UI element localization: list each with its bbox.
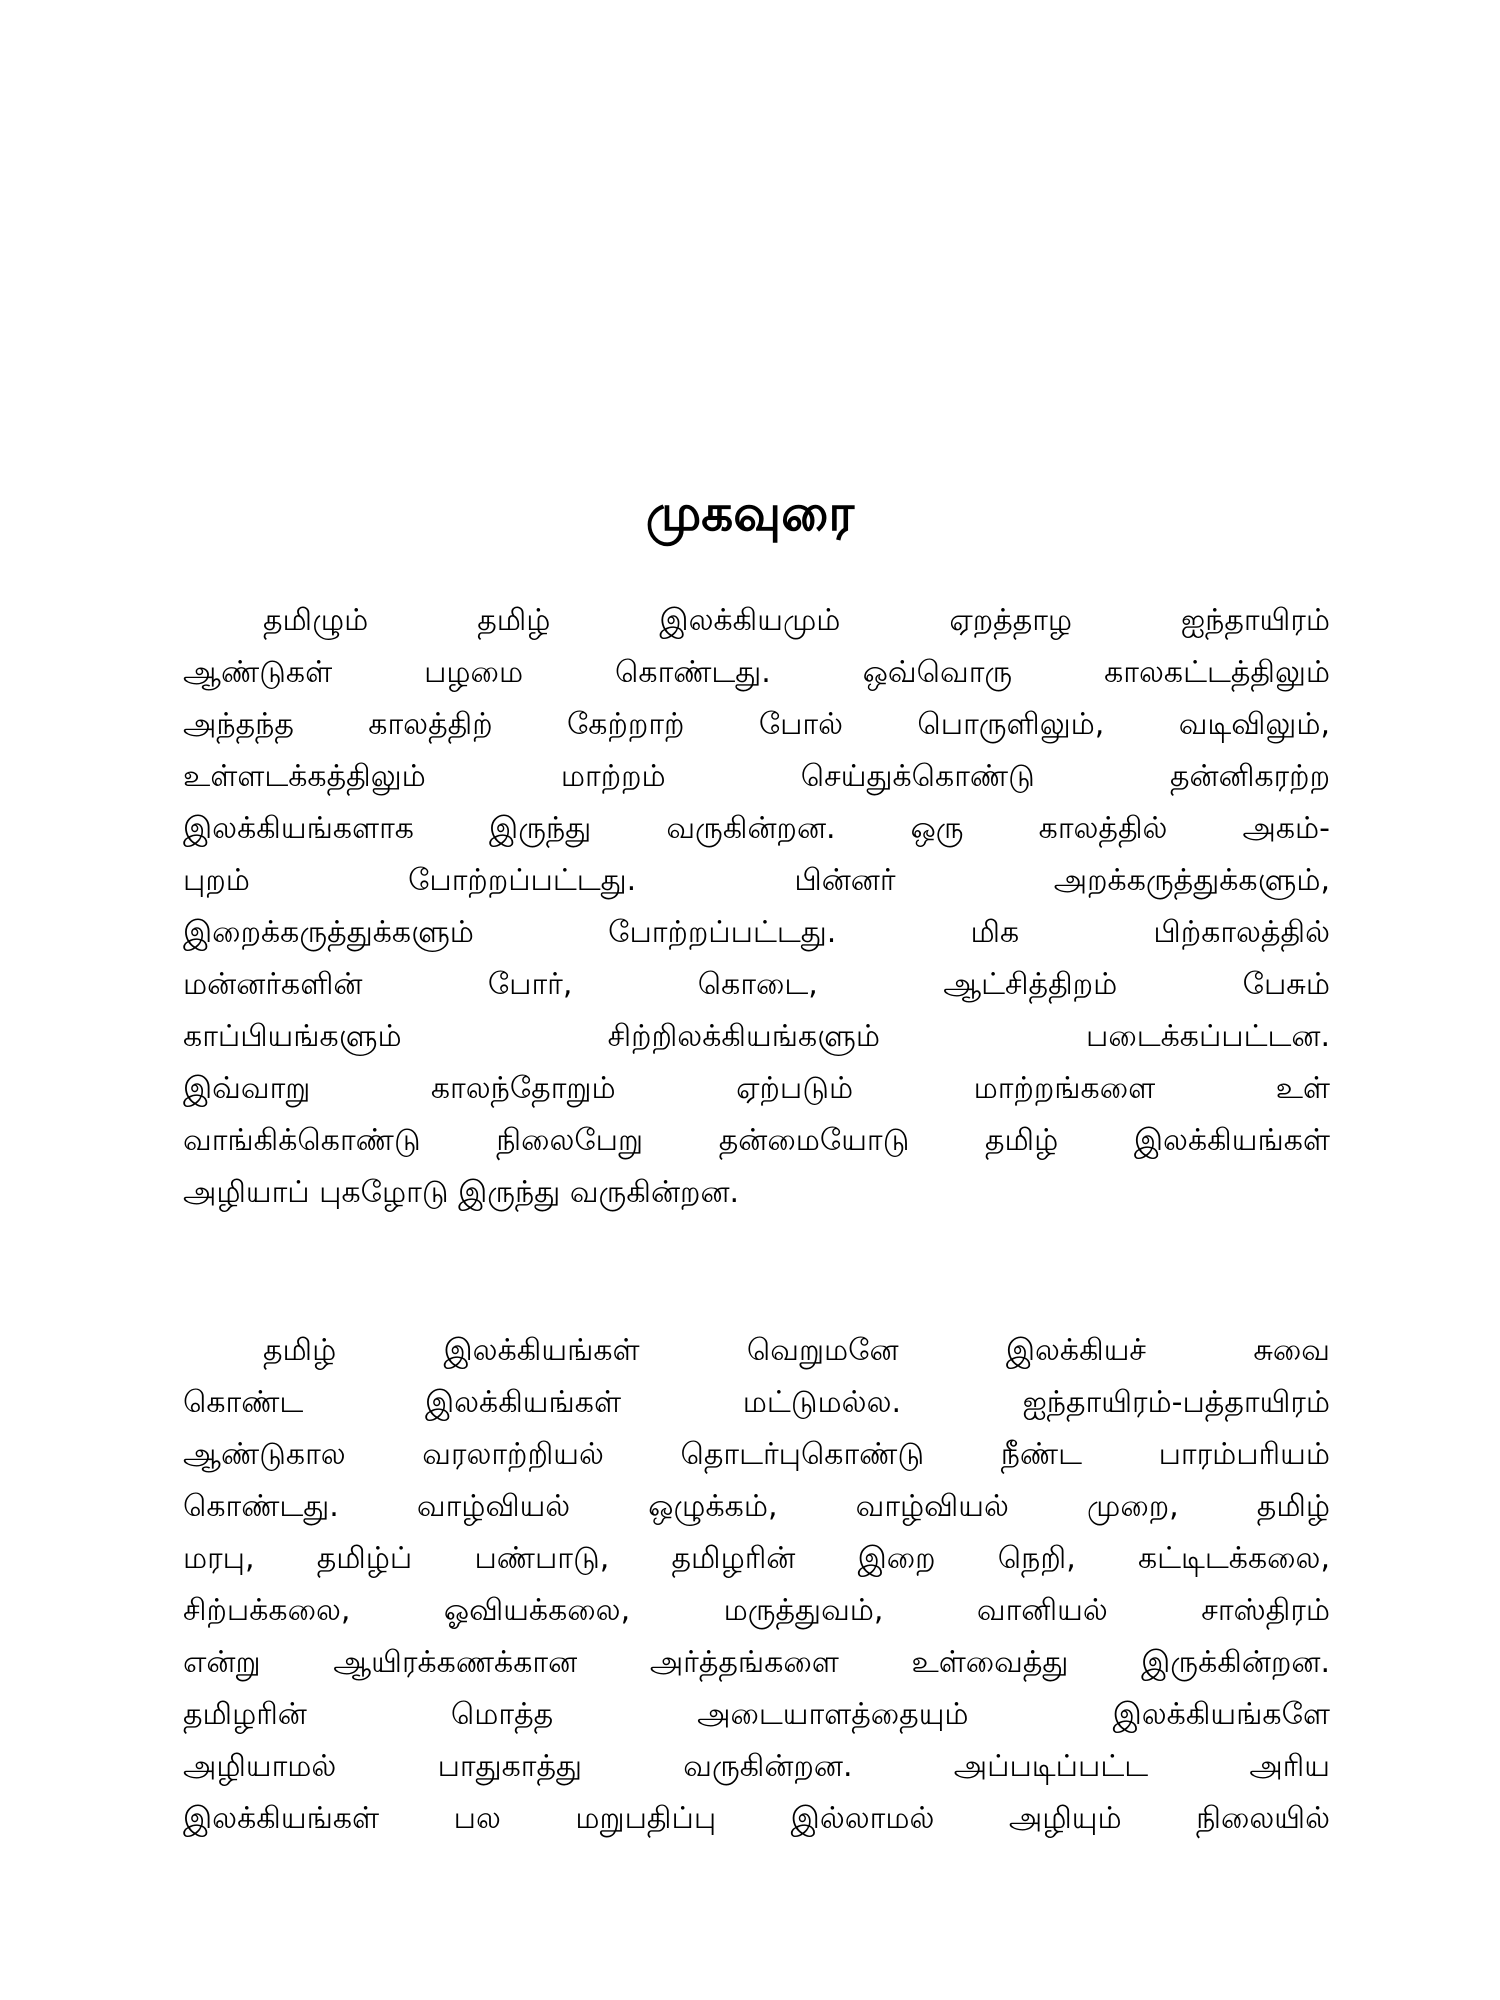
paragraph-line: வாங்கிக்கொண்டு நிலைபேறு தன்மையோடு தமிழ் இலக்கியங்கள் (183, 1123, 1330, 1158)
paragraph-line: இறைக்கருத்துக்களும் போற்றப்பட்டது. மிக பிற்காலத்தில் (183, 915, 1330, 950)
paragraph-line: ஆண்டுகள் பழமை கொண்டது. ஒவ்வொரு காலகட்டத்திலும் (183, 655, 1330, 690)
paragraph-line: இலக்கியங்களாக இருந்து வருகின்றன. ஒரு காலத்தில் அகம்- (183, 811, 1330, 846)
paragraph-line: ஆண்டுகால வரலாற்றியல் தொடர்புகொண்டு நீண்ட பாரம்பரியம் (183, 1437, 1330, 1472)
paragraph-line: கொண்டது. வாழ்வியல் ஒழுக்கம், வாழ்வியல் முறை, தமிழ் (183, 1489, 1330, 1524)
paragraph-line: கொண்ட இலக்கியங்கள் மட்டுமல்ல. ஐந்தாயிரம்-பத்தாயிரம் (183, 1385, 1330, 1420)
paragraph-line: இவ்வாறு காலந்தோறும் ஏற்படும் மாற்றங்களை உள் (183, 1071, 1330, 1106)
page-heading: முகவுரை (645, 484, 855, 542)
paragraph-line: அழியாமல் பாதுகாத்து வருகின்றன. அப்படிப்பட்ட அரிய (183, 1749, 1330, 1784)
paragraph-line: சிற்பக்கலை, ஓவியக்கலை, மருத்துவம், வானியல் சாஸ்திரம் (183, 1593, 1330, 1628)
paragraph-line: காப்பியங்களும் சிற்றிலக்கியங்களும் படைக்கப்பட்டன. (183, 1019, 1330, 1054)
paragraph-line: தமிழரின் மொத்த அடையாளத்தையும் இலக்கியங்களே (183, 1697, 1330, 1732)
paragraph-line: மன்னர்களின் போர், கொடை, ஆட்சித்திறம் பேசும் (183, 967, 1330, 1002)
paragraph-line: என்று ஆயிரக்கணக்கான அர்த்தங்களை உள்வைத்து இருக்கின்றன. (183, 1645, 1330, 1680)
paragraph-line: உள்ளடக்கத்திலும் மாற்றம் செய்துக்கொண்டு தன்னிகரற்ற (183, 759, 1330, 794)
paragraph-line: அந்தந்த காலத்திற் கேற்றாற் போல் பொருளிலும், வடிவிலும், (183, 707, 1330, 742)
paragraph-line: தமிழும் தமிழ் இலக்கியமும் ஏறத்தாழ ஐந்தாயிரம் (263, 603, 1330, 638)
paragraph-line: புறம் போற்றப்பட்டது. பின்னர் அறக்கருத்துக்களும், (183, 863, 1330, 898)
paragraph-line: அழியாப் புகழோடு இருந்து வருகின்றன. (183, 1175, 740, 1210)
paragraph-2 (183, 1325, 1330, 1845)
paragraph-line: தமிழ் இலக்கியங்கள் வெறுமனே இலக்கியச் சுவை (263, 1333, 1330, 1368)
paragraph-1 (183, 595, 1330, 1219)
paragraph-line: மரபு, தமிழ்ப் பண்பாடு, தமிழரின் இறை நெறி, கட்டிடக்கலை, (183, 1541, 1330, 1576)
paragraph-line: இலக்கியங்கள் பல மறுபதிப்பு இல்லாமல் அழியும் நிலையில் (183, 1801, 1330, 1836)
